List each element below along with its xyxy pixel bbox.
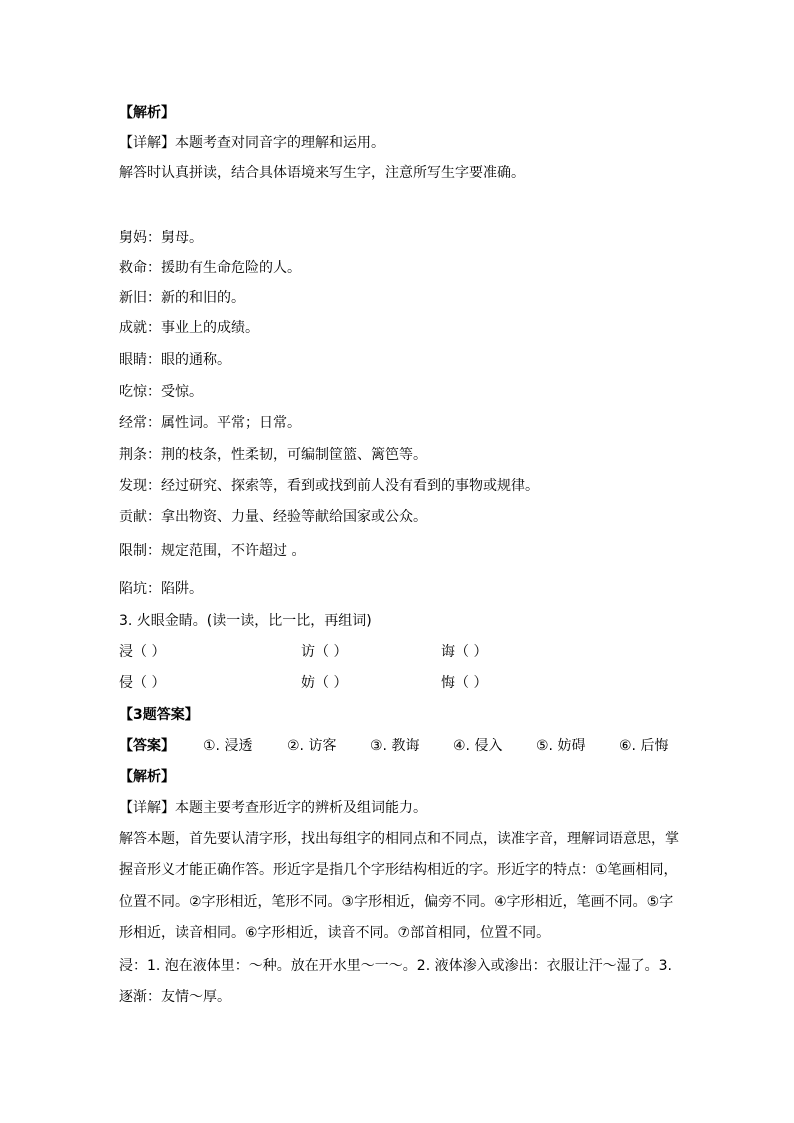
char-blank: 访（ ） xyxy=(301,644,348,660)
definition-item: 荆条：荆的枝条，性柔韧，可编制筐篮、篱笆等。 xyxy=(119,447,427,463)
definition-item: 成就：事业上的成绩。 xyxy=(119,320,259,336)
definition-item: 经常：属性词。平常；日常。 xyxy=(119,415,301,431)
definition-jin-line: 逐渐：友情～厚。 xyxy=(119,989,231,1005)
char-row-1 xyxy=(119,642,539,662)
definition-item: 贡献：拿出物资、力量、经验等献给国家或公众。 xyxy=(119,509,427,525)
definition-item: 陷坑：陷阱。 xyxy=(119,581,203,597)
question-title: 3. 火眼金睛。(读一读，比一比，再组词) xyxy=(119,613,372,629)
detail-line: 【详解】本题考查对同音字的理解和运用。 xyxy=(119,135,385,151)
char-blank: 诲（ ） xyxy=(441,644,488,660)
detail-line-2: 【详解】本题主要考查形近字的辨析及组词能力。 xyxy=(119,800,427,816)
char-blank: 浸（ ） xyxy=(119,644,166,660)
answer-row xyxy=(119,736,679,756)
char-row-2 xyxy=(119,673,539,693)
answer-label: 【答案】 xyxy=(119,738,175,754)
paragraph-line: 解答本题，首先要认清字形，找出每组字的相同点和不同点，读准字音，理解词语意思，掌 xyxy=(119,831,679,847)
char-blank: 妨（ ） xyxy=(301,675,348,691)
analysis-heading-2: 【解析】 xyxy=(119,769,175,785)
analysis-heading: 【解析】 xyxy=(119,105,175,121)
answer-item: ②. 访客 xyxy=(287,738,337,754)
definition-item: 发现：经过研究、探索等，看到或找到前人没有看到的事物或规律。 xyxy=(119,478,539,494)
answer-heading: 【3题答案】 xyxy=(119,707,199,723)
paragraph-line: 位置不同。②字形相近，笔形不同。③字形相近，偏旁不同。④字形相近，笔画不同。⑤字 xyxy=(119,894,674,910)
definition-jin-line: 浸：1. 泡在液体里：～种。放在开水里～一～。2. 液体渗入或渗出：衣服让汗～湿了。3. xyxy=(119,958,672,974)
definition-item: 限制：规定范围，不许超过 。 xyxy=(119,543,306,559)
answer-item: ①. 浸透 xyxy=(203,738,253,754)
paragraph-line: 形相近，读音相同。⑥字形相近，读音不同。⑦部首相同，位置不同。 xyxy=(119,925,551,941)
definition-item: 吃惊：受惊。 xyxy=(119,384,203,400)
answer-item: ④. 侵入 xyxy=(453,738,503,754)
char-blank: 侵（ ） xyxy=(119,675,166,691)
answer-item: ⑤. 妨碍 xyxy=(536,738,586,754)
definition-item: 新旧：新的和旧的。 xyxy=(119,290,245,306)
char-blank: 悔（ ） xyxy=(441,675,488,691)
definition-item: 眼睛：眼的通称。 xyxy=(119,352,231,368)
answer-item: ⑥. 后悔 xyxy=(619,738,669,754)
definition-item: 舅妈：舅母。 xyxy=(119,230,203,246)
tip-line: 解答时认真拼读，结合具体语境来写生字，注意所写生字要准确。 xyxy=(119,165,525,181)
answer-item: ③. 教诲 xyxy=(370,738,420,754)
definition-item: 救命：援助有生命危险的人。 xyxy=(119,260,301,276)
paragraph-line: 握音形义才能正确作答。形近字是指几个字形结构相近的字。形近字的特点：①笔画相同， xyxy=(119,862,678,878)
